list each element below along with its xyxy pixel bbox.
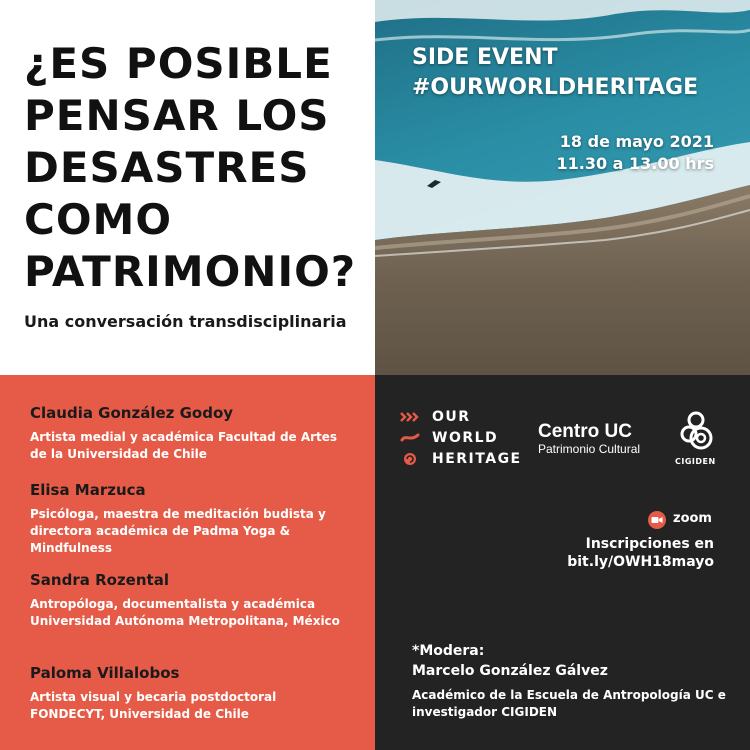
speaker-name: Paloma Villalobos xyxy=(30,664,180,682)
moderator-role: Académico de la Escuela de Antropología UC e investigador CIGIDEN xyxy=(412,688,726,719)
centro-uc-subtitle: Patrimonio Cultural xyxy=(538,442,641,456)
centro-uc-title: Centro UC xyxy=(538,421,632,442)
speaker-2 xyxy=(30,480,350,557)
registration-link[interactable]: bit.ly/OWH18mayo xyxy=(567,554,714,570)
speaker-role: Artista medial y académica Facultad de Artes de la Universidad de Chile xyxy=(30,430,338,461)
owh-wave-icon xyxy=(400,431,420,445)
moderator-name: Marcelo González Gálvez xyxy=(412,663,608,679)
speaker-1 xyxy=(30,403,350,463)
side-event-label: SIDE EVENT xyxy=(412,45,558,70)
poster-subtitle: Una conversación transdisciplinaria xyxy=(24,312,347,331)
owh-chevrons-icon xyxy=(400,410,420,424)
title-line-5: PATRIMONIO? xyxy=(24,247,357,296)
poster-title xyxy=(24,38,356,298)
speaker-4 xyxy=(30,663,350,723)
our-world-heritage-logo xyxy=(400,406,522,469)
speaker-name: Elisa Marzuca xyxy=(30,481,146,499)
registration-label: Inscripciones en xyxy=(585,536,714,552)
owh-word-1: OUR xyxy=(432,408,471,425)
speaker-name: Sandra Rozental xyxy=(30,571,169,589)
speaker-name: Claudia González Godoy xyxy=(30,404,234,422)
owh-spiral-icon xyxy=(400,452,420,466)
speaker-role: Artista visual y becaria postdoctoral FONDECYT, Universidad de Chile xyxy=(30,690,277,721)
cigiden-logo-icon xyxy=(677,410,715,452)
speaker-role: Psicóloga, maestra de meditación budista y directora académica de Padma Yoga & Mindfulness xyxy=(30,507,326,555)
title-line-2: PENSAR LOS xyxy=(24,91,330,140)
cigiden-wordmark: CIGIDEN xyxy=(675,457,716,466)
title-line-4: COMO xyxy=(24,195,173,244)
hashtag-label: #OURWORLDHERITAGE xyxy=(412,75,699,100)
title-line-3: DESASTRES xyxy=(24,143,310,192)
event-time: 11.30 a 13.00 hrs xyxy=(556,154,714,173)
moderator-label: *Modera: xyxy=(412,643,485,659)
speaker-role: Antropóloga, documentalista y académica Universidad Autónoma Metropolitana, México xyxy=(30,597,340,628)
zoom-wordmark: zoom xyxy=(673,511,712,526)
event-date: 18 de mayo 2021 xyxy=(559,132,714,151)
zoom-camera-icon xyxy=(647,511,667,529)
owh-word-2: WORLD xyxy=(432,429,499,446)
title-line-1: ¿ES POSIBLE xyxy=(24,39,333,88)
speaker-3 xyxy=(30,570,350,630)
owh-word-3: HERITAGE xyxy=(432,450,522,467)
